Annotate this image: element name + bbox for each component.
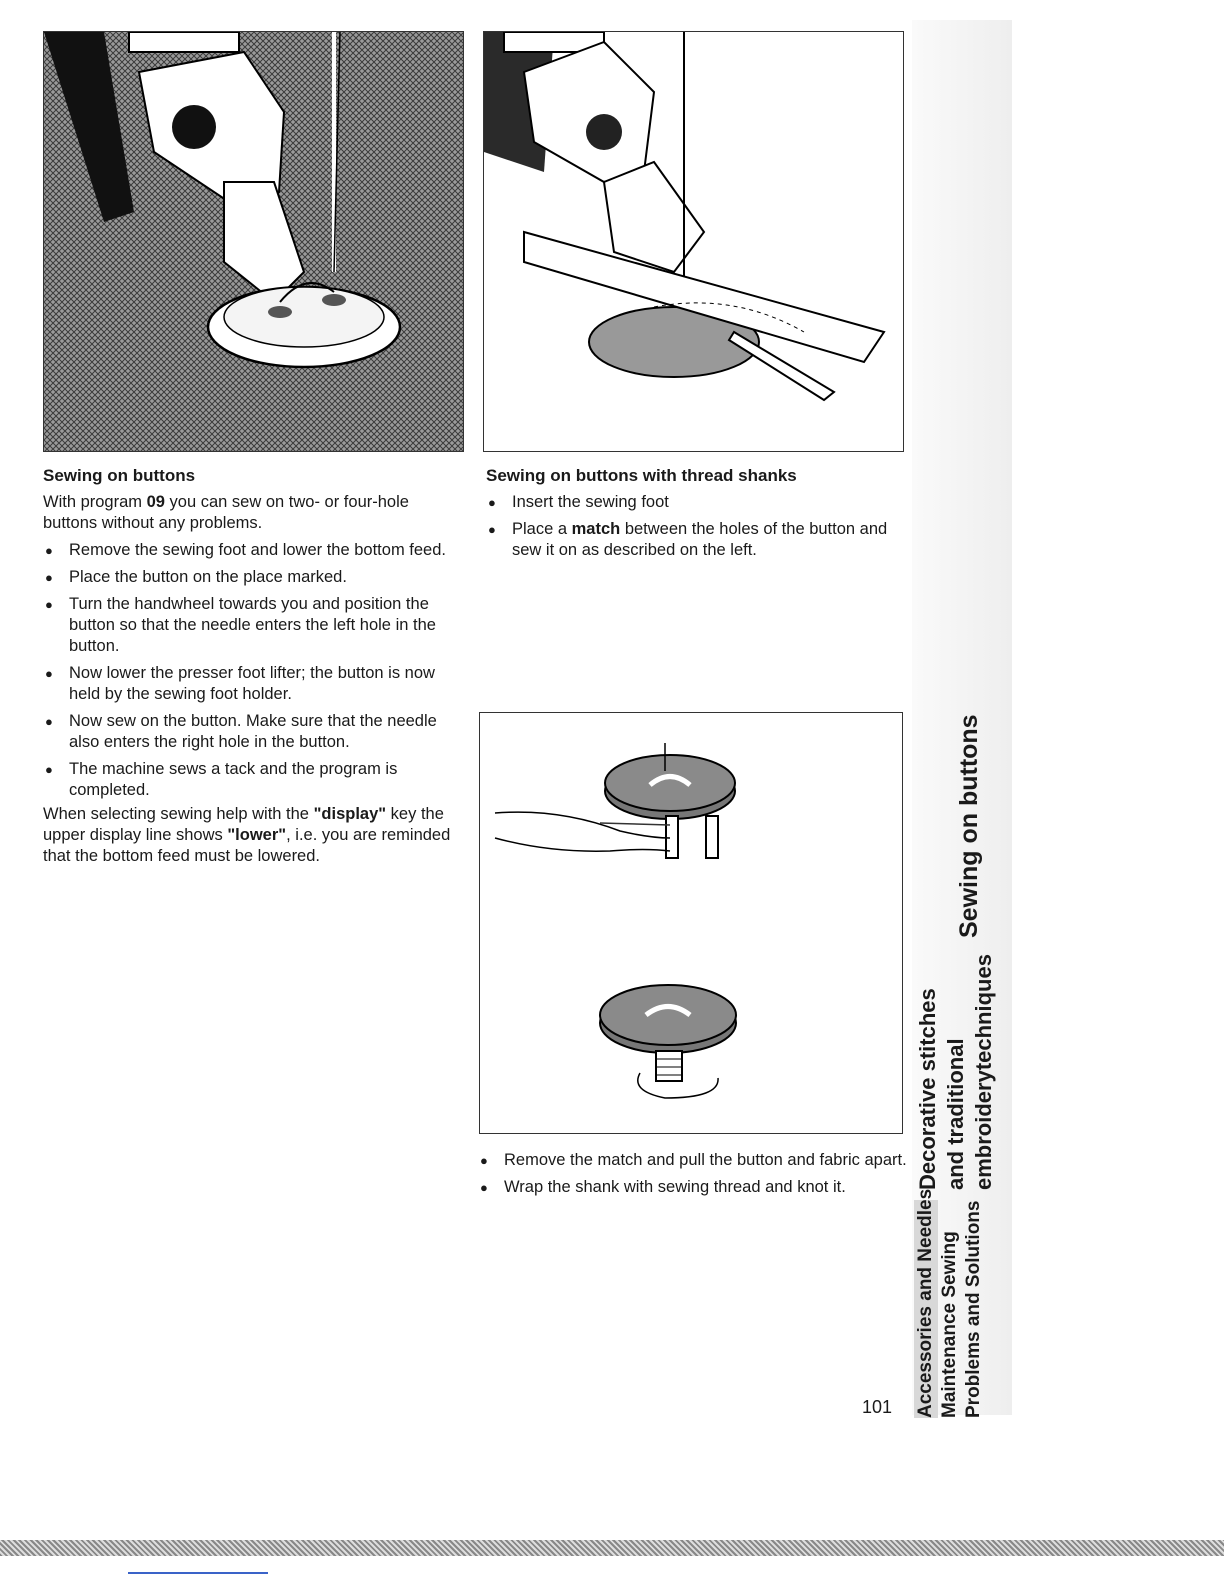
program-number: 09: [146, 493, 165, 511]
list-item: ● Wrap the shank with sewing thread and knot it.: [478, 1177, 908, 1198]
list-item: ● Insert the sewing foot: [486, 492, 904, 513]
left-heading: Sewing on buttons: [43, 466, 196, 485]
right-after-figure: [478, 1150, 908, 1204]
right-heading: Sewing on buttons with thread shanks: [486, 466, 797, 485]
page-number: 101: [862, 1397, 893, 1417]
list-item: ● Place a match between the holes of the button and sew it on as described on the left.: [486, 519, 904, 561]
right-final-bullets: [478, 1150, 908, 1198]
bottom-scan-bar: [0, 1540, 1224, 1556]
figure-thread-shank: [479, 712, 903, 1134]
left-bullet-list: [43, 540, 461, 801]
list-item: ● Now sew on the button. Make sure that the needle also enters the right hole in the button.: [43, 711, 461, 753]
right-body: [486, 492, 904, 567]
list-item: ● Remove the sewing foot and lower the bottom feed.: [43, 540, 461, 561]
bottom-link-line: [128, 1572, 268, 1574]
left-body: [43, 492, 461, 873]
list-item: ● The machine sews a tack and the program is completed.: [43, 759, 461, 801]
list-item: ● Remove the match and pull the button and fabric apart.: [478, 1150, 908, 1171]
list-item: ● Turn the handwheel towards you and position the button so that the needle enters the left hole in the button.: [43, 594, 461, 657]
left-intro: With program 09 you can sew on two- or four-hole buttons without any problems.: [43, 493, 409, 532]
figure-sewing-foot-match: [483, 31, 904, 452]
left-note: When selecting sewing help with the "display" key the upper display line shows "lower", i.e. you are reminded that the bottom feed must be lowered.: [43, 805, 451, 865]
list-item: ● Place the button on the place marked.: [43, 567, 461, 588]
side-tab-current[interactable]: Sewing on buttons: [955, 714, 983, 938]
list-item: ● Now lower the presser foot lifter; the button is now held by the sewing foot holder.: [43, 663, 461, 705]
right-bullet-list: [486, 492, 904, 561]
side-tab-decorative[interactable]: Decorative stitches and traditional embroiderytechniques: [915, 954, 996, 1190]
side-tab-accessories[interactable]: Accessories and Needles Maintenance Sewing Problems and Solutions: [915, 1188, 984, 1418]
figure-sewing-foot-holder: [43, 31, 464, 452]
